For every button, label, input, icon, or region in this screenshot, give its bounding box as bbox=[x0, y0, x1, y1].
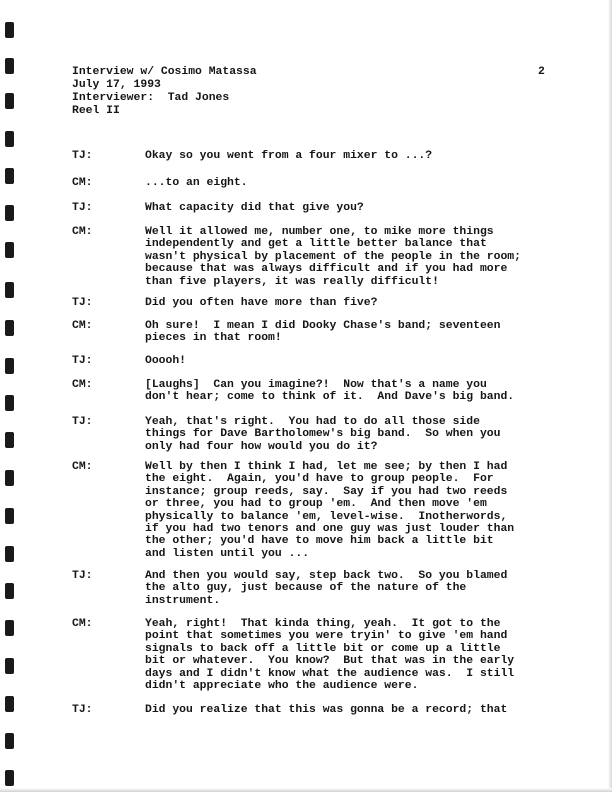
speaker-label: CM: bbox=[72, 461, 93, 473]
utterance-line: pieces in that room! bbox=[145, 332, 282, 345]
utterance-line: Yeah, right! That kinda thing, yeah. It got to the bbox=[145, 618, 501, 630]
binding-hole bbox=[5, 205, 14, 221]
binding-hole bbox=[5, 395, 14, 411]
binding-hole bbox=[5, 658, 14, 674]
speaker-label: CM: bbox=[72, 618, 93, 630]
utterance-text bbox=[145, 177, 248, 189]
binding-hole bbox=[5, 546, 14, 562]
utterance-line: Yeah, that's right. You had to do all those side bbox=[145, 416, 480, 428]
speaker-label: TJ: bbox=[72, 150, 93, 162]
binding-hole bbox=[5, 93, 14, 109]
speaker-label: TJ: bbox=[72, 297, 93, 309]
utterance-line: if you had two tenors and one guy was just louder than bbox=[145, 523, 515, 536]
utterance-line: Well it allowed me, number one, to mike more things bbox=[145, 226, 494, 238]
utterance-line: Oh sure! I mean I did Dooky Chase's band; seventeen bbox=[145, 320, 501, 332]
spiral-binding bbox=[0, 0, 26, 792]
utterance-line: And then you would say, step back two. So you blamed bbox=[145, 570, 508, 582]
utterance-text bbox=[145, 704, 507, 716]
utterance-line: don't hear; come to think of it. And Dave's big band. bbox=[145, 391, 515, 404]
header-interviewer: Interviewer: Tad Jones bbox=[72, 92, 230, 104]
utterance-text bbox=[145, 226, 521, 288]
binding-hole bbox=[5, 770, 14, 786]
speaker-label: TJ: bbox=[72, 704, 93, 716]
utterance-line: signals to back off a little bit or come up a little bbox=[145, 642, 501, 655]
page-number: 2 bbox=[538, 66, 545, 78]
speaker-label: TJ: bbox=[72, 355, 93, 367]
utterance-line: independently and get a little better balance that bbox=[145, 238, 487, 251]
utterance-line: point that sometimes you were tryin' to give 'em hand bbox=[145, 630, 508, 643]
speaker-label: TJ: bbox=[72, 202, 93, 214]
binding-hole bbox=[5, 168, 14, 184]
page-bottom-shadow bbox=[0, 788, 612, 792]
binding-hole bbox=[5, 508, 14, 524]
utterance-line: instance; group reeds, say. Say if you had two reeds bbox=[145, 485, 508, 498]
utterance-line: the alto guy, just because of the nature of the bbox=[145, 582, 467, 595]
utterance-line: things for Dave Bartholomew's big band. So when you bbox=[145, 428, 501, 441]
utterance-text bbox=[145, 618, 514, 692]
utterance-text bbox=[145, 355, 186, 367]
utterance-text bbox=[145, 297, 377, 309]
binding-hole bbox=[5, 242, 14, 258]
utterance-line: [Laughs] Can you imagine?! Now that's a name you bbox=[145, 379, 487, 391]
binding-hole bbox=[5, 58, 14, 74]
utterance-text bbox=[145, 416, 500, 453]
speaker-label: TJ: bbox=[72, 416, 93, 428]
utterance-line: Okay so you went from a four mixer to ...? bbox=[145, 150, 433, 162]
binding-hole bbox=[5, 470, 14, 486]
header-date: July 17, 1993 bbox=[72, 79, 161, 91]
page-edge-shadow bbox=[608, 0, 612, 792]
header-title: Interview w/ Cosimo Matassa bbox=[72, 66, 257, 78]
utterance-text bbox=[145, 320, 500, 345]
utterance-text bbox=[145, 570, 507, 607]
utterance-line: Did you realize that this was gonna be a record; that bbox=[145, 704, 508, 716]
binding-hole bbox=[5, 432, 14, 448]
speaker-label: CM: bbox=[72, 177, 93, 189]
utterance-line: days and I didn't know what the audience was. I still bbox=[145, 667, 515, 680]
utterance-line: than five players, it was really difficult! bbox=[145, 275, 439, 288]
binding-hole bbox=[5, 620, 14, 636]
utterance-line: ...to an eight. bbox=[145, 177, 248, 189]
utterance-text bbox=[145, 379, 514, 404]
utterance-line: Did you often have more than five? bbox=[145, 297, 378, 309]
speaker-label: TJ: bbox=[72, 570, 93, 582]
utterance-line: instrument. bbox=[145, 594, 221, 607]
binding-hole bbox=[5, 131, 14, 147]
binding-hole bbox=[5, 22, 14, 38]
header-reel: Reel II bbox=[72, 105, 120, 117]
utterance-line: and listen until you ... bbox=[145, 547, 310, 560]
binding-hole bbox=[5, 282, 14, 298]
utterance-line: wasn't physical by placement of the people in the room; bbox=[145, 250, 521, 263]
utterance-line: physically to balance 'em, level-wise. Inotherwords, bbox=[145, 510, 508, 523]
utterance-line: only had four how would you do it? bbox=[145, 440, 378, 453]
utterance-line: Well by then I think I had, let me see; by then I had bbox=[145, 461, 508, 473]
utterance-line: What capacity did that give you? bbox=[145, 202, 364, 214]
utterance-line: didn't appreciate who the audience were. bbox=[145, 680, 419, 693]
interview-header bbox=[72, 66, 257, 118]
utterance-line: because that was always difficult and if you had more bbox=[145, 263, 508, 276]
utterance-line: bit or whatever. You know? But that was in the early bbox=[145, 655, 515, 668]
binding-hole bbox=[5, 583, 14, 599]
binding-hole bbox=[5, 696, 14, 712]
utterance-line: the other; you'd have to move him back a little bit bbox=[145, 535, 494, 548]
utterance-line: or three, you had to group 'em. And then move 'em bbox=[145, 498, 487, 511]
speaker-label: CM: bbox=[72, 320, 93, 332]
speaker-label: CM: bbox=[72, 379, 93, 391]
utterance-text bbox=[145, 461, 514, 560]
utterance-line: Ooooh! bbox=[145, 355, 187, 367]
utterance-text bbox=[145, 150, 432, 162]
binding-hole bbox=[5, 733, 14, 749]
utterance-text bbox=[145, 202, 364, 214]
binding-hole bbox=[5, 358, 14, 374]
speaker-label: CM: bbox=[72, 226, 93, 238]
utterance-line: the eight. Again, you'd have to group people. For bbox=[145, 473, 494, 486]
binding-hole bbox=[5, 320, 14, 336]
